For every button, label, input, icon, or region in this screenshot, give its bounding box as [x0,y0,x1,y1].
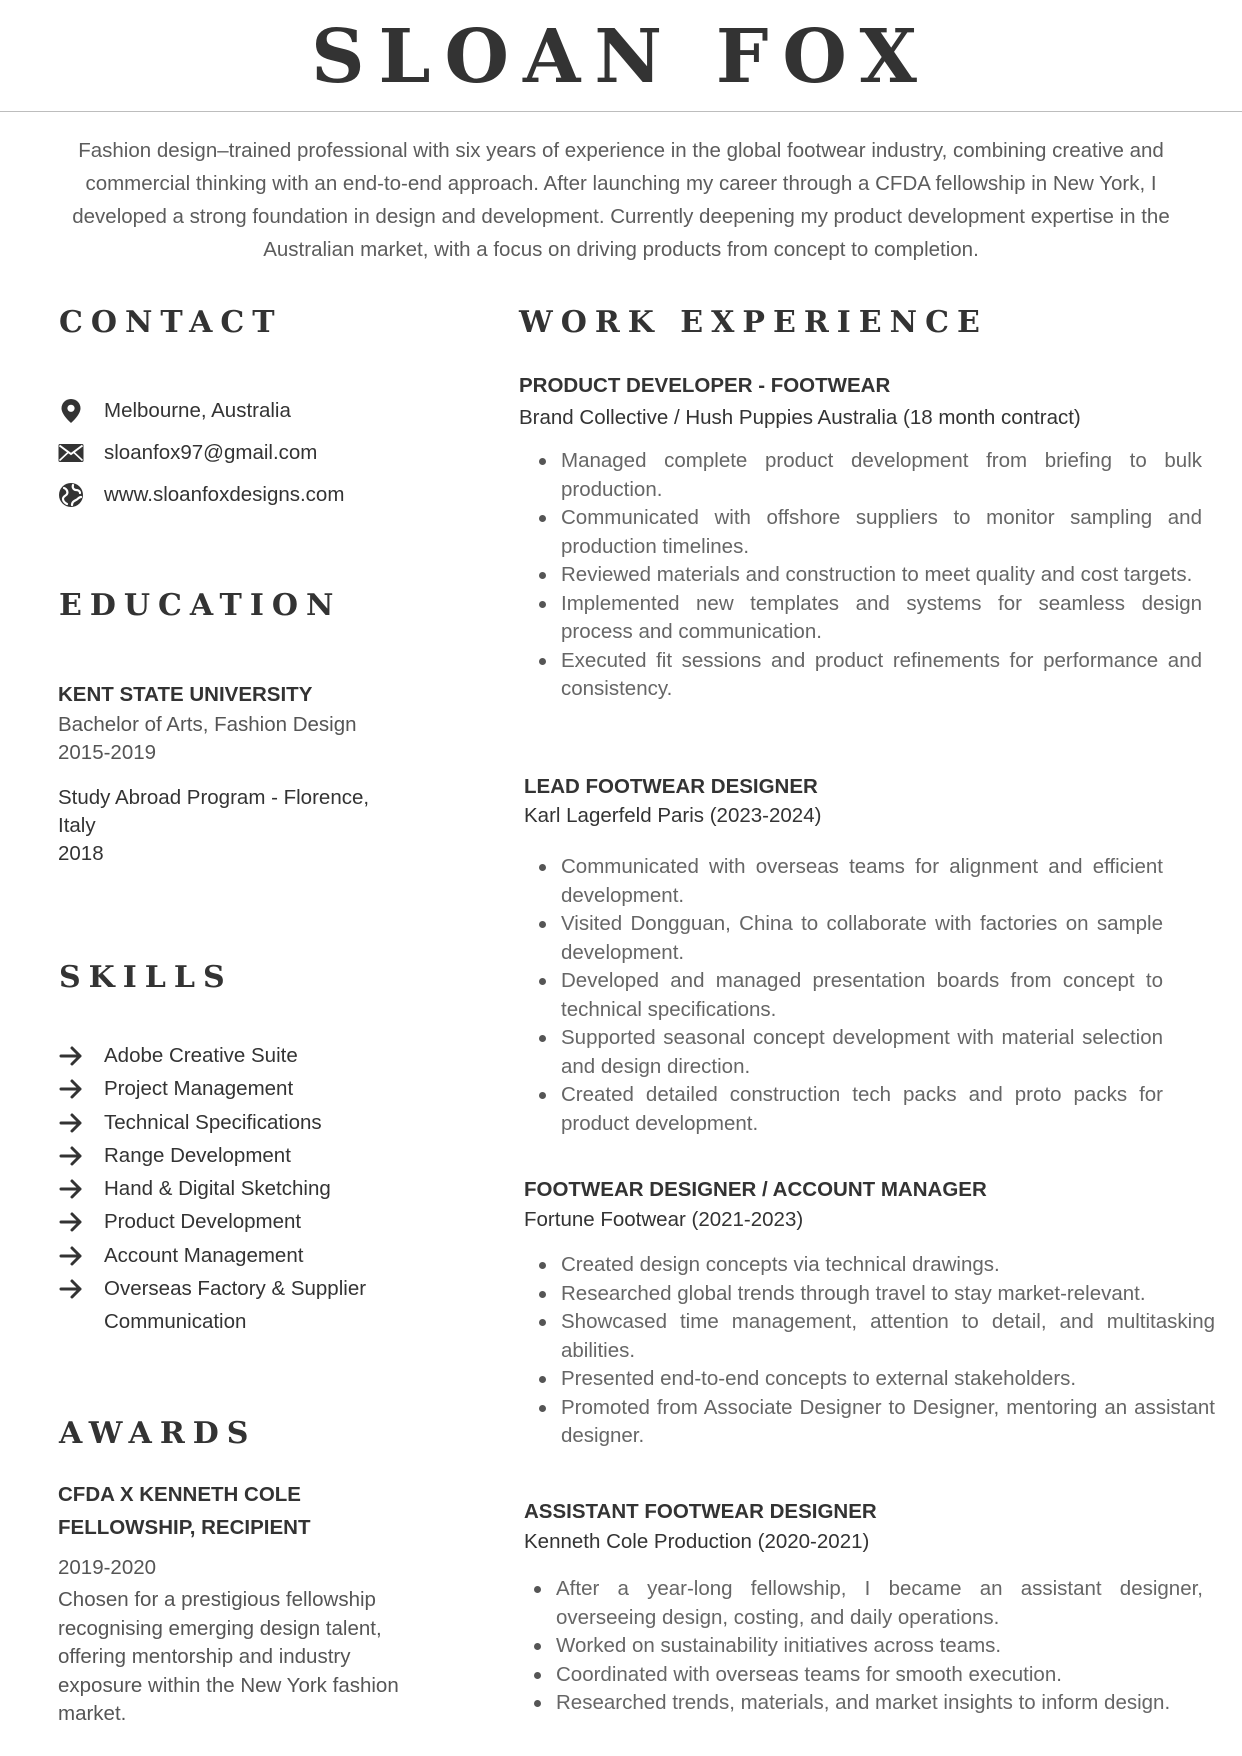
skill-label: Range Development [104,1143,291,1167]
job-bullet: Created detailed construction tech packs and proto packs for product development. [521,1081,1163,1138]
job-company: Brand Collective / Hush Puppies Australia (18 month contract) [519,406,1081,429]
job-bullet: Managed complete product development from briefing to bulk production. [521,447,1202,504]
skill-label: Account Management [104,1243,304,1267]
arrow-right-icon [58,1143,84,1169]
study-abroad-line2: Italy [58,814,96,837]
skill-item [58,1073,458,1106]
contact-website[interactable] [58,479,344,511]
contact-heading: CONTACT [59,305,283,340]
job-bullets [521,1251,1215,1451]
contact-email[interactable] [58,437,317,469]
contact-email-link[interactable]: sloanfox97@gmail.com [104,441,318,464]
skill-label: Project Management [104,1077,294,1101]
job-title: ASSISTANT FOOTWEAR DESIGNER [524,1500,877,1523]
arrow-right-icon [58,1043,84,1069]
award-description: Chosen for a prestigious fellowship recognising emerging design talent, offering mentorship and industry exposure within the New York fashion market. [58,1588,399,1725]
job-bullets [521,853,1163,1138]
contact-website-link[interactable]: www.sloanfoxdesigns.com [104,483,345,506]
arrow-right-icon [58,1243,84,1269]
job-bullets [521,447,1202,704]
arrow-right-icon [58,1209,84,1235]
study-abroad-year: 2018 [58,842,104,865]
job-bullet: Reviewed materials and construction to meet quality and cost targets. [521,561,1202,590]
job-bullet: Communicated with offshore suppliers to monitor sampling and production timelines. [521,504,1202,561]
job-company: Kenneth Cole Production (2020-2021) [524,1530,870,1553]
job-bullet: After a year-long fellowship, I became an assistant designer, overseeing design, costing, and daily operations. [516,1575,1203,1632]
job-bullet: Supported seasonal concept development with material selection and design direction. [521,1024,1163,1081]
awards-heading: AWARDS [59,1416,257,1451]
globe-icon [58,482,84,508]
job-bullet: Communicated with overseas teams for alignment and efficient development. [521,853,1163,910]
job-bullet: Researched trends, materials, and market insights to inform design. [516,1689,1203,1718]
job-bullet: Presented end-to-end concepts to external stakeholders. [521,1365,1215,1394]
skills-heading: SKILLS [59,960,233,995]
job-bullet: Researched global trends through travel to stay market-relevant. [521,1280,1215,1309]
job-bullet: Executed fit sessions and product refinements for performance and consistency. [521,647,1202,704]
skill-label: Hand & Digital Sketching [104,1177,331,1201]
arrow-right-icon [58,1110,84,1136]
award-title: CFDA X KENNETH COLE FELLOWSHIP, RECIPIENT [58,1483,311,1539]
job-bullet: Showcased time management, attention to detail, and multitasking abilities. [521,1308,1215,1365]
skill-label: Technical Specifications [104,1110,322,1134]
work-experience-heading: WORK EXPERIENCE [519,305,988,340]
job-bullet: Promoted from Associate Designer to Designer, mentoring an assistant designer. [521,1394,1215,1451]
skill-item [58,1040,458,1073]
job-bullet: Implemented new templates and systems for seamless design process and communication. [521,590,1202,647]
contact-location [58,395,291,427]
skill-item [58,1107,458,1140]
header-divider [0,111,1242,112]
award-years: 2019-2020 [58,1556,157,1579]
skill-item [58,1173,458,1206]
job-company: Fortune Footwear (2021-2023) [524,1208,804,1231]
skill-item [58,1140,458,1173]
job-bullet: Created design concepts via technical drawings. [521,1251,1215,1280]
job-title: FOOTWEAR DESIGNER / ACCOUNT MANAGER [524,1178,987,1201]
skill-label: Product Development [104,1210,302,1234]
job-bullet: Developed and managed presentation boards from concept to technical specifications. [521,967,1163,1024]
school-name: KENT STATE UNIVERSITY [58,683,313,706]
job-title: LEAD FOOTWEAR DESIGNER [524,775,818,798]
education-years: 2015-2019 [58,741,157,764]
skill-item [58,1240,458,1273]
professional-summary: Fashion design–trained professional with six years of experience in the global footwear industry, combining creative and commercial thinking with an end-to-end approach. After launching my career through a CFDA fellowship in New York, I developed a strong foundation in design and development. Currently deepening my product development expertise in the Australian market, with a focus on driving products from concept to completion. [72,139,1170,261]
job-title: PRODUCT DEVELOPER - FOOTWEAR [519,374,891,397]
resume-name: SLOAN FOX [311,14,931,100]
arrow-right-icon [58,1076,84,1102]
location-pin-icon [58,398,84,424]
envelope-icon [58,440,84,466]
arrow-right-icon [58,1176,84,1202]
arrow-right-icon [58,1276,84,1302]
job-bullet: Worked on sustainability initiatives across teams. [516,1632,1203,1661]
skill-item [58,1206,458,1239]
job-bullets [516,1575,1203,1718]
job-bullet: Visited Dongguan, China to collaborate with factories on sample development. [521,910,1163,967]
job-bullet: Coordinated with overseas teams for smooth execution. [516,1661,1203,1690]
skill-label: Adobe Creative Suite [104,1044,298,1067]
contact-location-text: Melbourne, Australia [104,399,291,422]
study-abroad-line1: Study Abroad Program - Florence, [58,786,370,809]
skill-label: Overseas Factory & Supplier Communication [104,1277,367,1334]
skills-list [58,1040,458,1339]
degree: Bachelor of Arts, Fashion Design [58,713,357,736]
skill-item [58,1273,458,1339]
education-heading: EDUCATION [59,588,342,623]
job-company: Karl Lagerfeld Paris (2023-2024) [524,804,822,827]
